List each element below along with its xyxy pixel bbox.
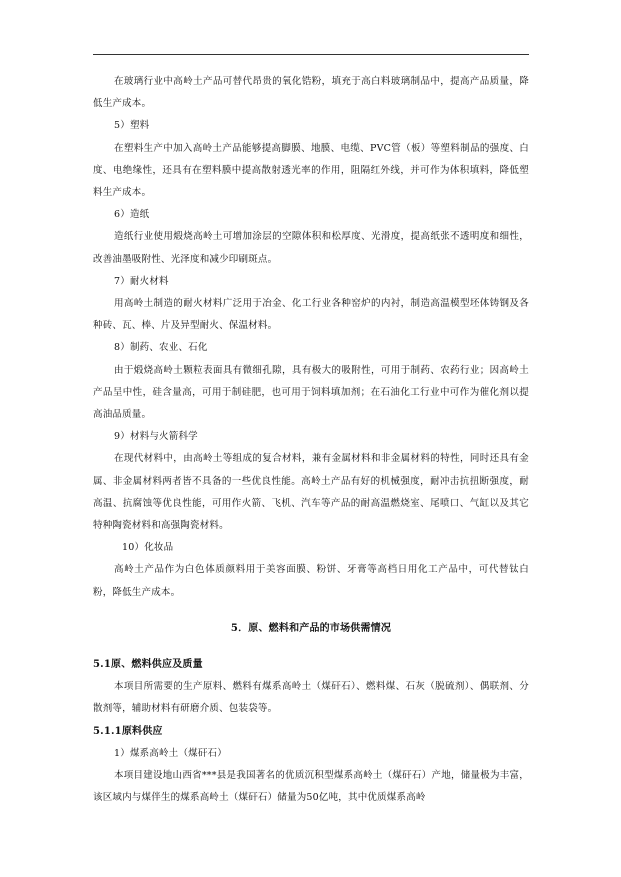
paragraph-materials: 在现代材料中，由高岭土等组成的复合材料，兼有金属材料和非金属材料的特性，同时还具有金属、非金属材料两者皆不具备的一些优良性能。高岭土产品有好的机械强度，耐冲击抗扭断强度，耐高温、抗腐蚀等优良性能，可用作火箭、飞机、汽车等产品的耐高温燃烧室、尾喷口、气缸以及其它特种陶瓷材料和高强陶瓷材料。 xyxy=(93,453,529,532)
list-item-plastics: 5）塑料 xyxy=(114,120,150,132)
paragraph-plastics: 在塑料生产中加入高岭土产品能够提高脚膜、地膜、电缆、PVC管（板）等塑料制品的强度、白度、电绝缘性，还具有在塑料膜中提高散射透光率的作用，阻隔红外线，并可作为体积填料，降低塑料生产成本。 xyxy=(93,142,529,199)
subsection-heading-5-1: 5.1原、燃料供应及质量 xyxy=(93,659,203,671)
paragraph-paper: 造纸行业使用煅烧高岭土可增加涂层的空隙体积和松厚度、光滑度，提高纸张不透明度和细性，改善油墨吸附性、光泽度和减少印刷斑点。 xyxy=(93,231,529,265)
paragraph-glass: 在玻璃行业中高岭土产品可替代昂贵的氧化锆粉，填充于高白料玻璃制品中，提高产品质量，降低生产成本。 xyxy=(93,76,529,110)
list-item-refractory: 7）耐火材料 xyxy=(114,275,169,287)
paragraph-kaolin: 本项目建设地山西省***县是我国著名的优质沉积型煤系高岭土（煤矸石）产地，储量极为丰富，该区域内与煤伴生的煤系高岭土（煤矸石）储量为50亿吨，其中优质煤系高岭 xyxy=(93,770,529,804)
list-item-materials: 9）材料与火箭科学 xyxy=(114,431,198,443)
paragraph-pharma: 由于煅烧高岭土颗粒表面具有微细孔隙，具有极大的吸附性，可用于制药、农药行业；因高岭土产品呈中性，硅含量高，可用于制硅肥，也可用于饲料填加剂；在石油化工行业中可作为催化剂以提高油品质量。 xyxy=(93,364,529,421)
list-item-pharma: 8）制药、农业、石化 xyxy=(114,342,208,354)
paragraph-cosmetics: 高岭土产品作为白色体质颜料用于美容面膜、粉饼、牙膏等高档日用化工产品中，可代替钛白粉，降低生产成本。 xyxy=(93,564,529,598)
paragraph-5-1: 本项目所需要的生产原料、燃料有煤系高岭土（煤矸石）、燃料煤、石灰（脱硫剂）、偶联剂、分散剂等，辅助材料有研磨介质、包装袋等。 xyxy=(93,681,529,715)
subsection-heading-5-1-1: 5.1.1原料供应 xyxy=(93,725,163,737)
list-item-kaolin: 1）煤系高岭土（煤矸石） xyxy=(114,747,227,759)
section-title: 5．原、燃料和产品的市场供需情况 xyxy=(230,622,392,634)
document-body xyxy=(93,71,529,810)
paragraph-refractory: 用高岭土制造的耐火材料广泛用于冶金、化工行业各种窑炉的内衬，制造高温模型坯体铸钢及各种砖、瓦、棒、片及异型耐火、保温材料。 xyxy=(93,298,529,332)
header-rule xyxy=(93,54,529,55)
list-item-cosmetics: 10）化妆品 xyxy=(122,542,174,554)
list-item-paper: 6）造纸 xyxy=(114,209,150,221)
